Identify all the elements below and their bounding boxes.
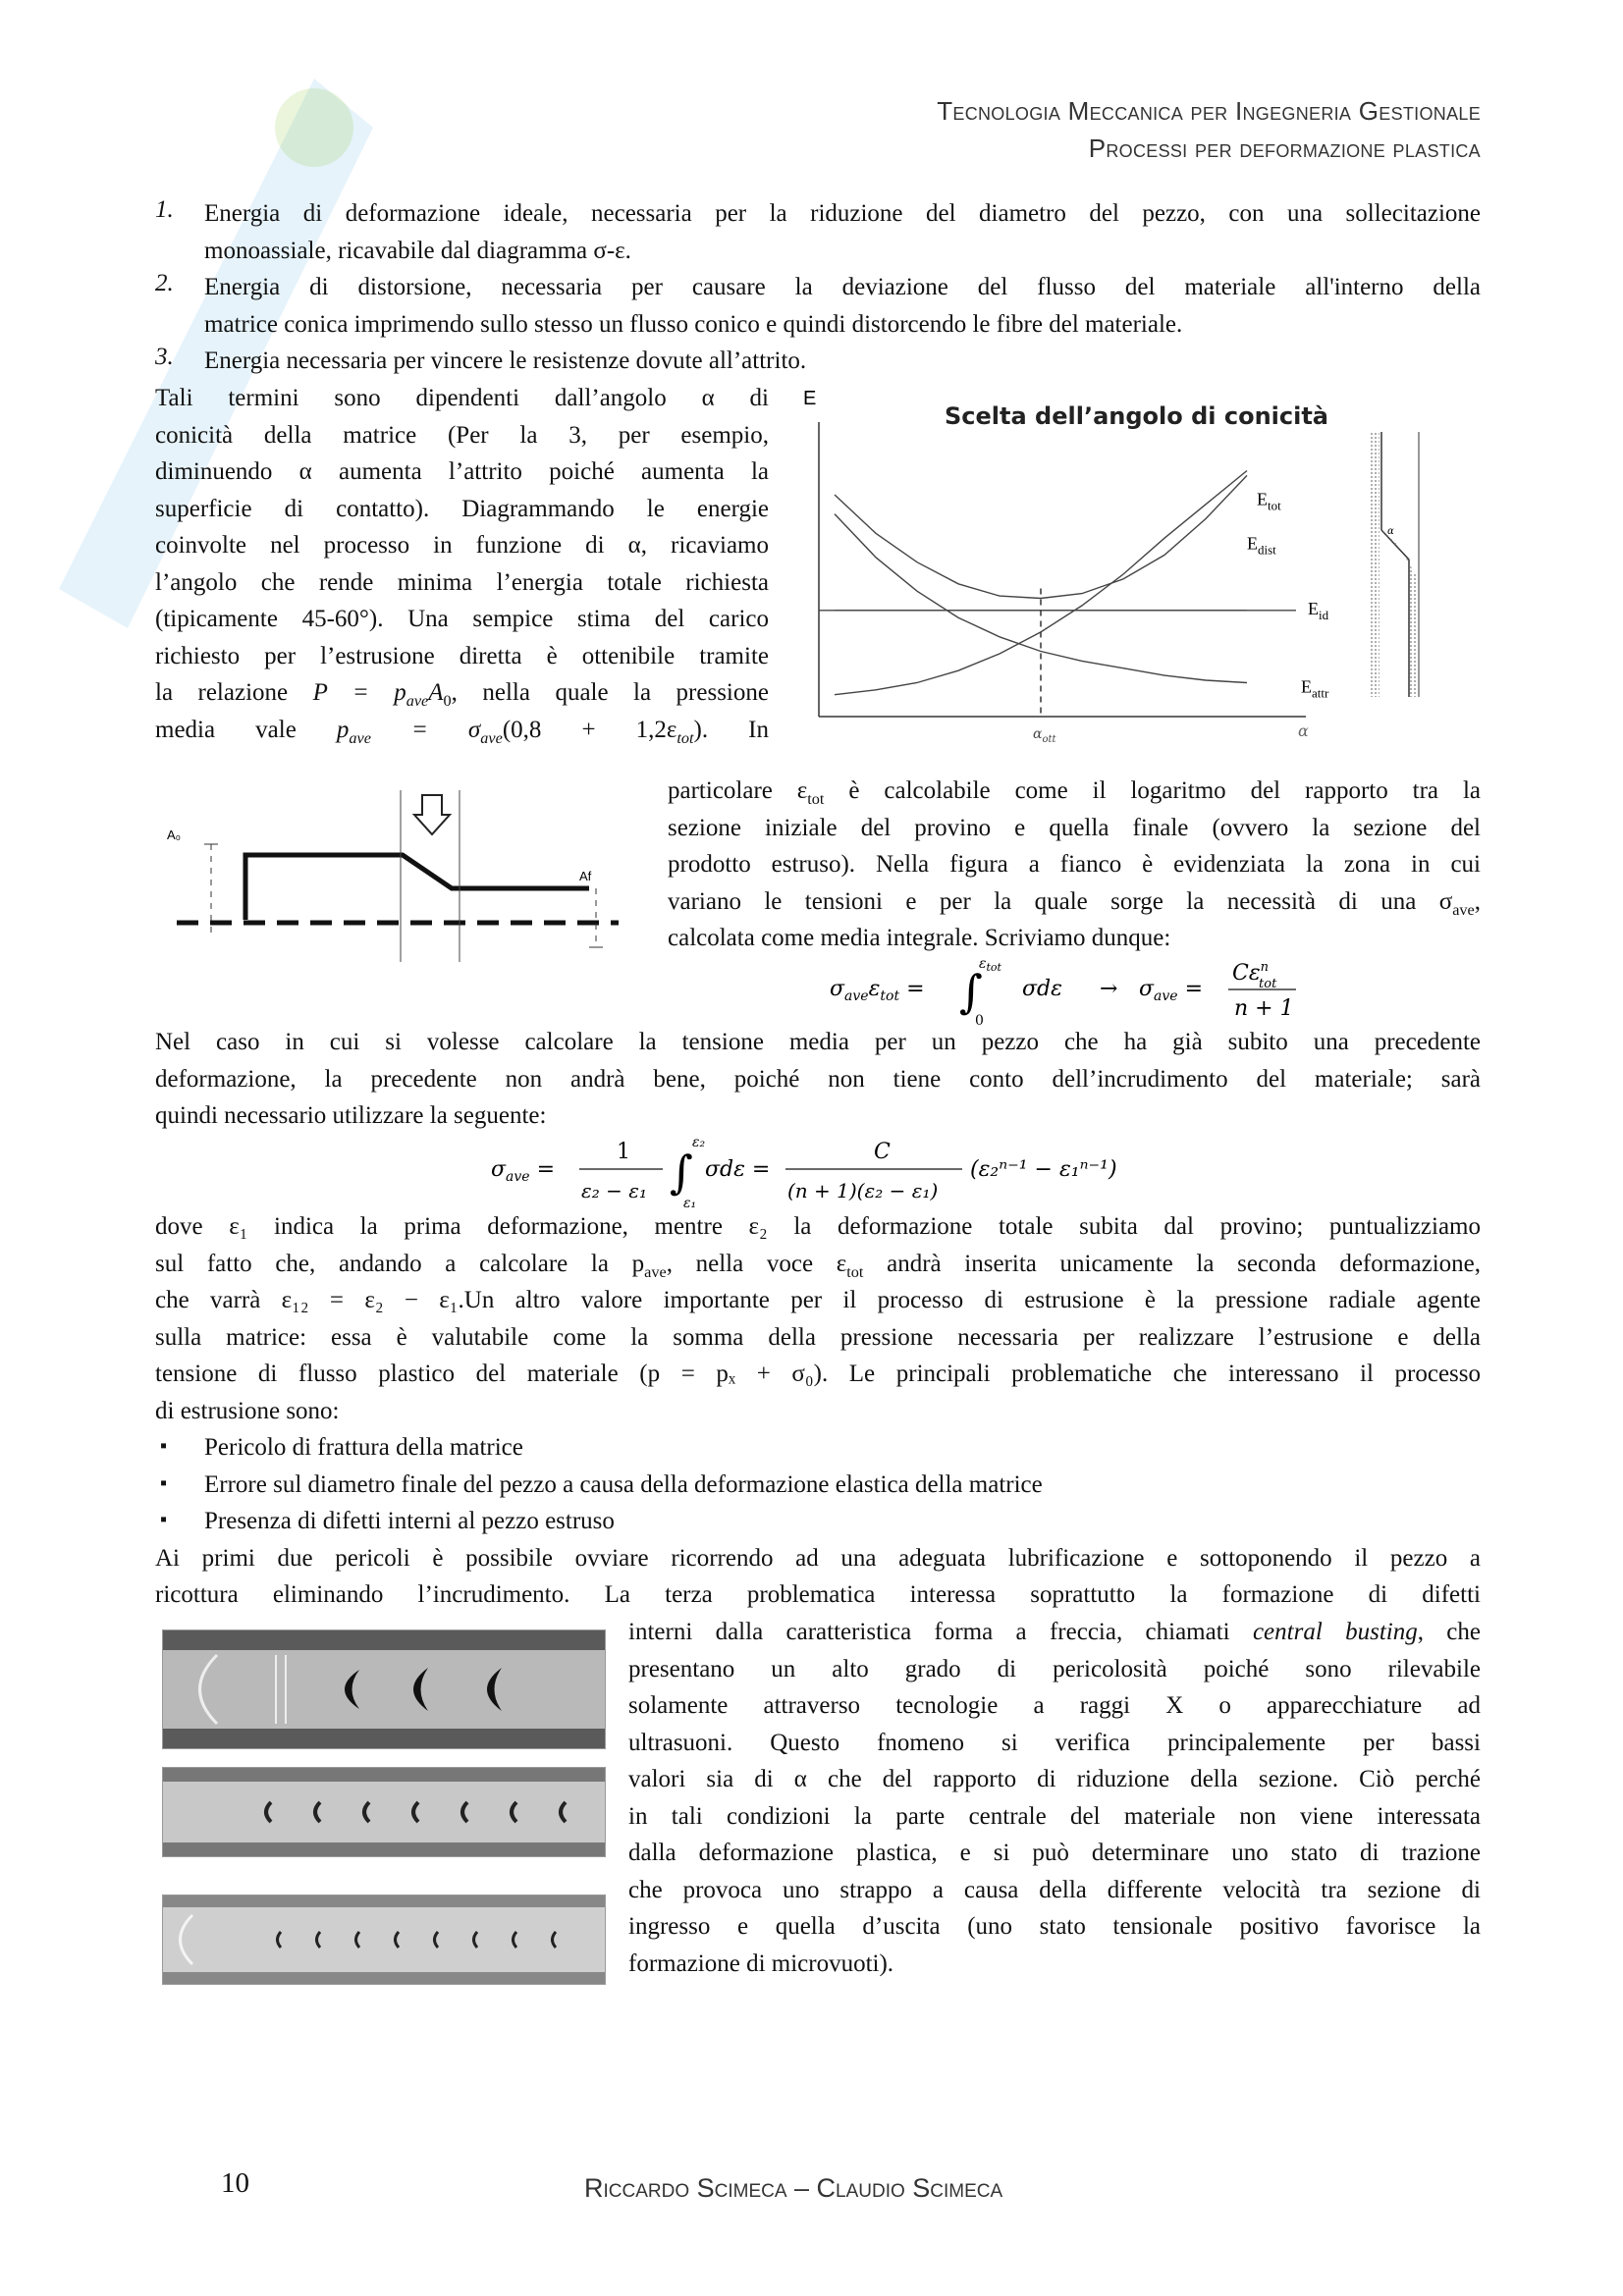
text-line: conicità della matrice (Per la 3, per esempio, — [155, 422, 769, 449]
equation-mean-stress — [830, 950, 1301, 1029]
label-eattr: $E_{attr}$ — [1301, 676, 1329, 701]
svg-text:0: 0 — [975, 1013, 984, 1029]
text-line: tensione di flusso plastico del materiale (p = pₓ + σ₀). Le principali problematiche che interessano il processo — [155, 1361, 1481, 1387]
text-line: sul fatto che, andando a calcolare la $p_{ave}$, nella voce $\varepsilon_{tot}$ andrà inserita unicamente la seconda deformazione, — [155, 1251, 1482, 1281]
list-number: 2. — [155, 270, 174, 296]
bullet-item: Presenza di difetti interni al pezzo estruso — [204, 1508, 615, 1534]
svg-text:(n + 1)(ε₂ − ε₁): (n + 1)(ε₂ − ε₁) — [787, 1179, 939, 1202]
text-line: variano le tensioni e per la quale sorge la necessità di una $\sigma_{ave}$, — [668, 888, 1481, 919]
svg-text:ε₂ − ε₁: ε₂ − ε₁ — [581, 1179, 647, 1202]
inset-angle-label: α — [1387, 526, 1394, 537]
series-etot — [835, 475, 1247, 598]
text-line: ultrasuoni. Questo fnomeno si verifica principalemente per bassi — [628, 1730, 1481, 1756]
diagram-a0-label: A₀ — [167, 828, 182, 842]
svg-text:σave =: $\sigma_{ave}$ = — [1139, 977, 1204, 1004]
text-line: prodotto estruso). Nella figura a fianco è evidenziata la zona in cui — [668, 851, 1481, 878]
label-edist: $E_{dist}$ — [1247, 533, 1276, 558]
text-line: calcolata come media integrale. Scriviamo dunque: — [668, 925, 1171, 951]
text-line: solamente attraverso tecnologie a raggi X o apparecchiature ad — [628, 1692, 1481, 1719]
conicity-chart — [795, 383, 1483, 746]
defect-photo-1 — [162, 1629, 606, 1749]
text-line: deformazione, la precedente non andrà bene, poiché non tiene conto dell’incrudimento del materiale; sarà — [155, 1066, 1481, 1093]
text-line: quindi necessario utilizzare la seguente: — [155, 1102, 547, 1129]
svg-text:→: → — [1100, 977, 1118, 1001]
text-line: interni dalla caratteristica forma a freccia, chiamati central busting, che — [628, 1619, 1481, 1645]
bullet-icon: ▪ — [160, 1435, 168, 1457]
label-etot: $E_{tot}$ — [1257, 489, 1281, 513]
text-line: la relazione $P = p_{ave}A_0$, nella quale la pressione — [155, 679, 769, 710]
text-line: dalla deformazione plastica, e si può determinare uno stato di trazione — [628, 1840, 1481, 1866]
text-line: Ai primi due pericoli è possibile ovviare ricorrendo ad una adeguata lubrificazione e sottoponendo il pezzo a — [155, 1545, 1481, 1572]
svg-text:εtot: $\varepsilon_{tot}$ — [979, 956, 1001, 974]
optimum-label-main: α — [1033, 726, 1043, 742]
svg-text:σaveεtot =: $\sigma_{ave}\varepsilon_{tot}$ = — [830, 977, 925, 1004]
svg-text:σdε: σdε — [1022, 977, 1062, 1001]
text-line: valori sia di α che del rapporto di riduzione della sezione. Ciò perché — [628, 1766, 1481, 1792]
optimum-label — [1033, 726, 1057, 745]
text-line: coinvolte nel processo in funzione di α, ricaviamo — [155, 532, 769, 559]
text-line: superficie di contatto). Diagrammando le energie — [155, 496, 769, 522]
text-line: l’angolo che rende minima l’energia totale richiesta — [155, 569, 769, 596]
text-line: ingresso e quella d’uscita (uno stato tensionale positivo favorisce la — [628, 1913, 1481, 1940]
chart-title: Scelta dell’angolo di conicità — [945, 402, 1328, 430]
text-line: ricottura eliminando l’incrudimento. La terza problematica interessa soprattutto la formazione di difetti — [155, 1581, 1481, 1608]
svg-text:1: 1 — [617, 1140, 630, 1164]
text-line: diminuendo α aumenta l’attrito poiché aumenta la — [155, 458, 769, 485]
extrusion-diagram — [157, 790, 638, 962]
list-item-2-line1: Energia di distorsione, necessaria per causare la deviazione del flusso del materiale all'interno della — [204, 274, 1481, 300]
svg-text:∫: ∫ — [670, 1146, 693, 1199]
series-edist — [835, 471, 1247, 695]
chart-x-axis-label: α — [1298, 721, 1309, 740]
bullet-icon: ▪ — [160, 1472, 168, 1494]
text-line: dove ε₁ indica la prima deformazione, mentre ε₂ la deformazione totale subita dal provino; puntualizziamo — [155, 1213, 1481, 1240]
list-number: 3. — [155, 344, 174, 370]
text-line: sulla matrice: essa è valutabile come la somma della pressione necessaria per realizzare l’estrusione e della — [155, 1324, 1481, 1351]
bullet-icon: ▪ — [160, 1509, 168, 1530]
text-line: di estrusione sono: — [155, 1398, 340, 1424]
header-title: Tecnologia Meccanica per Ingegneria Gestionale — [937, 96, 1481, 126]
svg-text:σdε =: σdε = — [705, 1157, 771, 1182]
text-line: media vale $p_{ave} = \sigma_{ave}(0,8 + 1,2\varepsilon_{tot})$. In — [155, 717, 769, 747]
diagram-af-label: Af — [579, 869, 592, 883]
text-line: formazione di microvuoti). — [628, 1950, 894, 1977]
text-line: particolare $\varepsilon_{tot}$ è calcolabile come il logaritmo del rapporto tra la — [668, 777, 1481, 808]
svg-text:∫: ∫ — [959, 965, 983, 1018]
svg-text:ε₁: ε₁ — [683, 1196, 697, 1211]
svg-text:(ε₂ⁿ⁻¹ − ε₁ⁿ⁻¹): (ε₂ⁿ⁻¹ − ε₁ⁿ⁻¹) — [970, 1157, 1117, 1182]
svg-text:σave =: $\sigma_{ave}$ = — [491, 1157, 556, 1185]
page-number: 10 — [221, 2167, 249, 2199]
text-line: Nel caso in cui si volesse calcolare la tensione media per un pezzo che ha già subito una precedente — [155, 1029, 1481, 1055]
list-item-2-line2: matrice conica imprimendo sullo stesso un flusso conico e quindi distorcendo le fibre del materiale. — [204, 311, 1183, 338]
equation-mean-stress-hardened — [491, 1127, 1159, 1215]
defect-photo-3 — [162, 1895, 606, 1985]
text-line: in tali condizioni la parte centrale del materiale non viene interessata — [628, 1803, 1481, 1830]
list-item-1-line2: monoassiale, ricavabile dal diagramma σ-ε. — [204, 238, 631, 264]
text-line: Tali termini sono dipendenti dall’angolo α di — [155, 385, 769, 411]
text-line: (tipicamente 45-60°). Una sempice stima del carico — [155, 606, 769, 632]
list-item-3-line1: Energia necessaria per vincere le resistenze dovute all’attrito. — [204, 347, 807, 374]
svg-text:ε₂: ε₂ — [692, 1135, 706, 1150]
text-line: che provoca uno strappo a causa della differente velocità tra sezione di — [628, 1877, 1481, 1903]
text-line: sezione iniziale del provino e quella finale (ovvero la sezione del — [668, 815, 1481, 841]
bullet-item: Pericolo di frattura della matrice — [204, 1434, 523, 1461]
chart-y-axis-label: E — [803, 388, 817, 409]
label-eid: $E_{id}$ — [1308, 598, 1329, 622]
svg-text:n + 1: n + 1 — [1234, 996, 1294, 1021]
footer-authors: Riccardo Scimeca – Claudio Scimeca — [584, 2173, 1003, 2203]
list-number: 1. — [155, 196, 174, 223]
bullet-item: Errore sul diametro finale del pezzo a causa della deformazione elastica della matrice — [204, 1471, 1043, 1498]
die-inset — [1370, 432, 1419, 697]
optimum-label-sub: ott — [1042, 734, 1056, 745]
text-line: richiesto per l’estrusione diretta è ottenibile tramite — [155, 643, 769, 669]
text-line: che varrà ε₁₂ = ε₂ − ε₁.Un altro valore importante per il processo di estrusione è la pressione radiale agente — [155, 1287, 1481, 1313]
defect-photo-2 — [162, 1767, 606, 1857]
list-item-1-line1: Energia di deformazione ideale, necessaria per la riduzione del diametro del pezzo, con una sollecitazione — [204, 200, 1481, 227]
header-subtitle: Processi per deformazione plastica — [1088, 133, 1481, 163]
svg-text:C: C — [874, 1140, 891, 1164]
svg-text:Cεntot: $C\varepsilon^n$ tot — [1232, 960, 1277, 991]
text-line: presentano un alto grado di pericolosità poiché sono rilevabile — [628, 1656, 1481, 1682]
